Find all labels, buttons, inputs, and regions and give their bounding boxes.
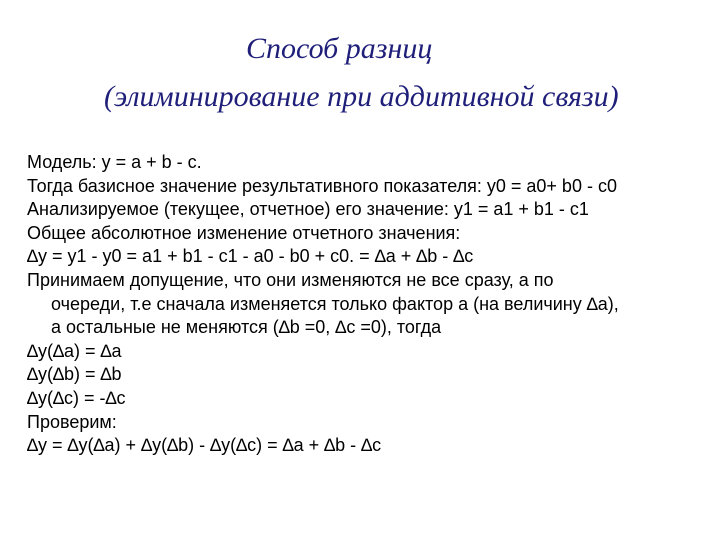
slide-subtitle: (элиминирование при аддитивной связи) bbox=[104, 80, 619, 113]
text-line-current-value: Анализируемое (текущее, отчетное) его значение: y1 = a1 + b1 - c1 bbox=[27, 199, 589, 220]
text-line-total-change: Общее абсолютное изменение отчетного значения: bbox=[27, 222, 461, 243]
formula-delta-a: ∆y(∆a) = ∆a bbox=[27, 340, 122, 361]
text-line-check: Проверим: bbox=[27, 411, 117, 432]
slide-title: Способ разниц bbox=[246, 32, 433, 65]
text-line-assumption-cont-1: очереди, т.е сначала изменяется только фактор a (на величину ∆a), bbox=[51, 293, 619, 314]
slide-body bbox=[27, 151, 697, 458]
text-line-assumption-cont-2: а остальные не меняются (∆b =0, ∆c =0), тогда bbox=[51, 317, 442, 338]
text-line-assumption: Принимаем допущение, что они изменяются не все сразу, а по bbox=[27, 269, 554, 290]
formula-delta-c: ∆y(∆c) = -∆c bbox=[27, 387, 126, 408]
formula-check: ∆y = ∆y(∆a) + ∆y(∆b) - ∆y(∆c) = ∆a + ∆b - ∆c bbox=[27, 435, 382, 456]
text-line-model: Модель: y = a + b - c. bbox=[27, 152, 202, 172]
formula-delta-b: ∆y(∆b) = ∆b bbox=[27, 364, 122, 385]
formula-total-change: ∆y = y1 - y0 = a1 + b1 - c1 - a0 - b0 + c0. = ∆a + ∆b - ∆c bbox=[27, 246, 474, 267]
text-line-base-value: Тогда базисное значение результативного показателя: y0 = a0+ b0 - c0 bbox=[27, 175, 617, 196]
